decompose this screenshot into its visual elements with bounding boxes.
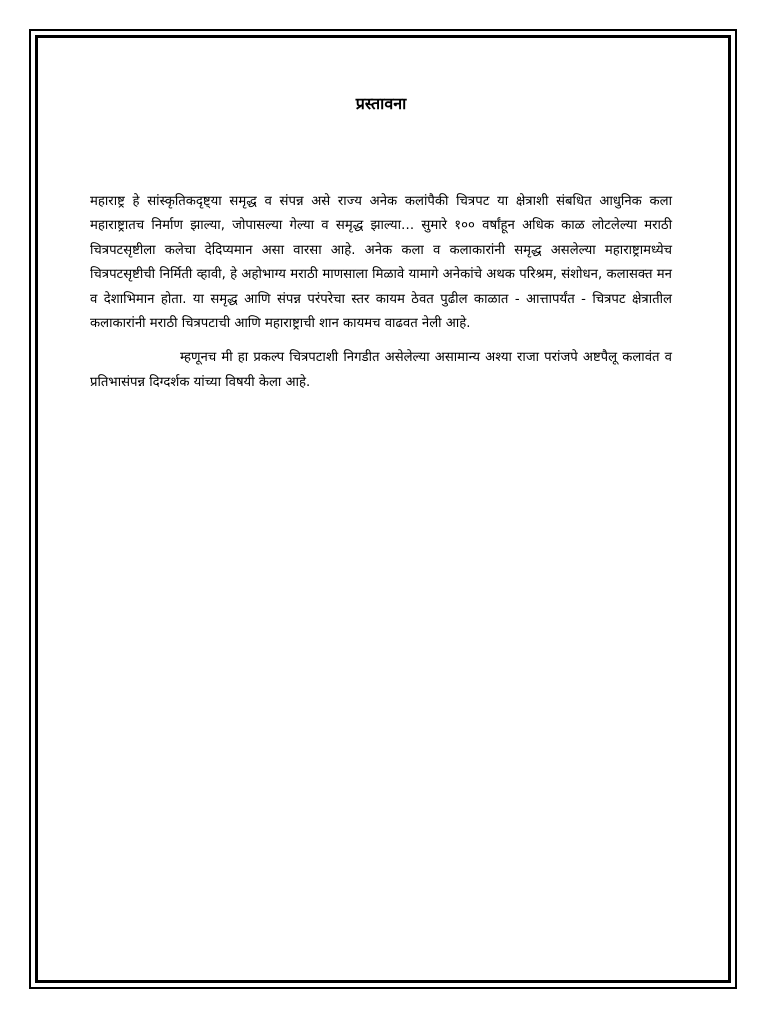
document-body	[90, 90, 672, 395]
paragraph-intro: महाराष्ट्र हे सांस्कृतिकदृष्ट्या समृद्ध व संपन्न असे राज्य अनेक कलांपैकी चित्रपट या क्षेत्राशी संबधित आधुनिक कला महाराष्ट्रातच निर्माण झाल्या, जोपासल्या गेल्या व समृद्ध झाल्या… सुमारे १०० वर्षांहून अधिक काळ लोटलेल्या मराठी चित्रपटसृष्टीला कलेचा देदिप्यमान असा वारसा आहे. अनेक कला व कलाकारांनी समृद्ध असलेल्या महाराष्ट्रामध्येच चित्रपटसृष्टीची निर्मिती व्हावी, हे अहोभाग्य मराठी माणसाला मिळावे यामागे अनेकांचे अथक परिश्रम, संशोधन, कलासक्त मन व देशाभिमान होता. या समृद्ध आणि संपन्न परंपरेचा स्तर कायम ठेवत पुढील काळात - आत्तापर्यंत - चित्रपट क्षेत्रातील कलाकारांनी मराठी चित्रपटाची आणि महाराष्ट्राची शान कायमच वाढवत नेली आहे.	[90, 194, 672, 332]
paragraph-project: म्हणूनच मी हा प्रकल्प चित्रपटाशी निगडीत असेलेल्या असामान्य अश्या राजा परांजपे अष्टपैलू कलावंत व प्रतिभासंपन्न दिग्दर्शक यांच्या विषयी केला आहे.	[90, 350, 672, 390]
document-heading: प्रस्तावना	[355, 94, 407, 113]
